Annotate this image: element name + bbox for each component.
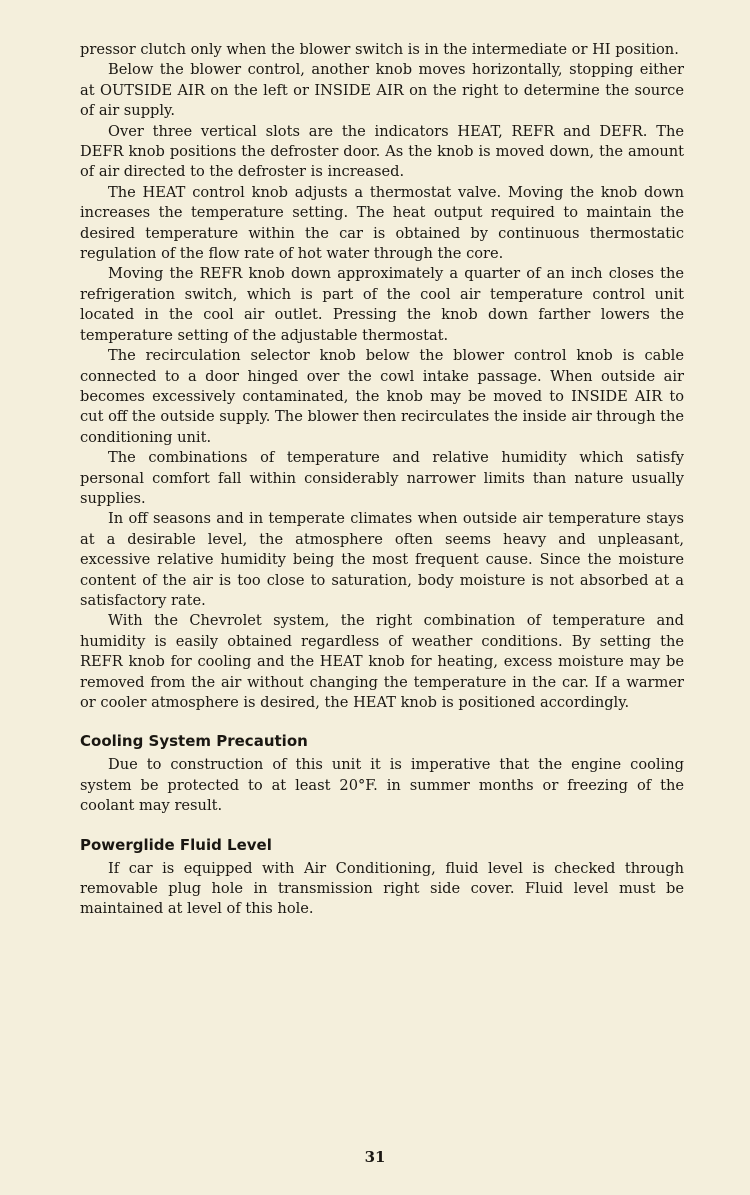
paragraph-recirculation: The recirculation selector knob below the blower control knob is cable connected to a door hinged over the cowl intake passage. When outside air becomes excessively contaminated, the knob may be moved to INSIDE AIR to cut off the outside supply. The blower then recirculates the inside air through the conditioning unit. — [80, 347, 685, 446]
page-body — [80, 40, 684, 920]
cooling-section-heading: Cooling System Precaution — [80, 732, 308, 751]
paragraph-heat-control: The HEAT control knob adjusts a thermostat valve. Moving the knob down increases the temperature setting. The heat output required to maintain the desired temperature within the car is obtained by continuous thermostatic regulation of the flow rate of hot water through the core. — [80, 183, 684, 263]
paragraph-comfort: The combinations of temperature and relative humidity which satisfy personal comfort fall within considerably narrower limits than nature usually supplies. — [80, 449, 684, 507]
paragraph-indicators: Over three vertical slots are the indicators HEAT, REFR and DEFR. The DEFR knob positions the defroster door. As the knob is moved down, the amount of air directed to the defroster is increased. — [80, 122, 684, 181]
paragraph-chevrolet-system: With the Chevrolet system, the right combination of temperature and humidity is easily obtained regardless of weather conditions. By setting the REFR knob for cooling and the HEAT knob for heating, excess moisture may be removed from the air without changing the temperature in the car. If a warmer or cooler atmosphere is desired, the HEAT knob is positioned accordingly. — [80, 612, 684, 711]
cooling-section-text: Due to construction of this unit it is imperative that the engine cooling system be protected to at least 20°F. in summer months or freezing of the coolant may result. — [80, 756, 684, 815]
paragraph-humidity: In off seasons and in temperate climates when outside air temperature stays at a desirable level, the atmosphere often seems heavy and unpleasant, excessive relative humidity being the most frequent cause. Since the moisture content of the air is too close to saturation, body moisture is not absorbed at a satisfactory rate. — [80, 510, 684, 609]
powerglide-section-heading: Powerglide Fluid Level — [80, 835, 272, 854]
page-number: 31 — [364, 1148, 386, 1166]
paragraph-refr-knob: Moving the REFR knob down approximately a quarter of an inch closes the refrigeration switch, which is part of the cool air temperature control unit located in the cool air outlet. Pressing the knob down farther lowers the temperature setting of the adjustable thermostat. — [80, 265, 684, 344]
paragraph-outside-inside-air: Below the blower control, another knob moves horizontally, stopping either at OUTSIDE AIR on the left or INSIDE AIR on the right to determine the source of air supply. — [80, 61, 684, 120]
powerglide-section-text: If car is equipped with Air Conditioning, fluid level is checked through removable plug hole in transmission right side cover. Fluid level must be maintained at level of this hole. — [80, 859, 684, 918]
paragraph-continuation: pressor clutch only when the blower switch is in the intermediate or HI position. — [80, 41, 679, 58]
